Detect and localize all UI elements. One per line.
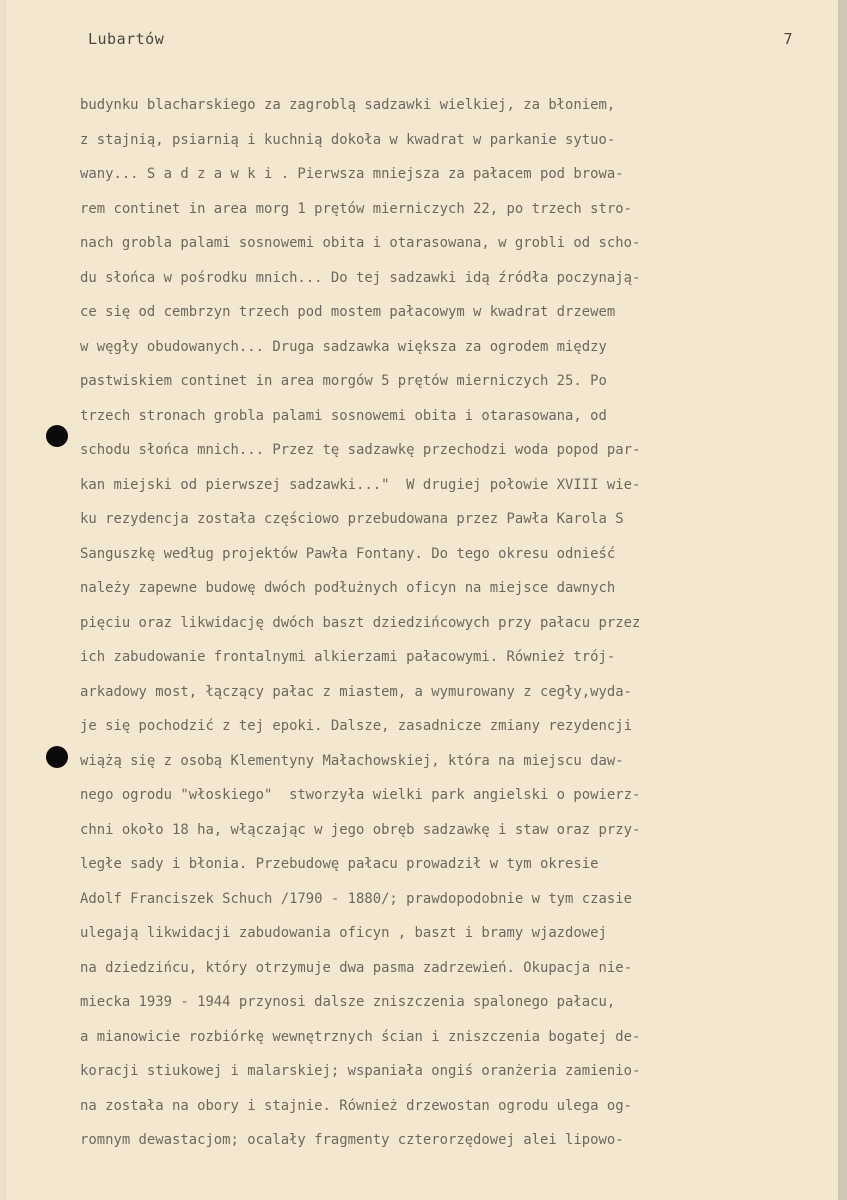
text-line: ce się od cembrzyn trzech pod mostem pałacowym w kwadrat drzewem	[80, 304, 616, 320]
text-line: ich zabudowanie frontalnymi alkierzami pałacowymi. Również trój-	[80, 649, 616, 665]
page-right-edge	[838, 0, 847, 1200]
page-header	[88, 30, 793, 56]
text-line: schodu słońca mnich... Przez tę sadzawkę przechodzi woda popod par-	[80, 442, 641, 458]
text-line: ku rezydencja została częściowo przebudowana przez Pawła Karola S	[80, 511, 624, 527]
text-line: nach grobla palami sosnowemi obita i otarasowana, w grobli od scho-	[80, 235, 641, 251]
text-line: pięciu oraz likwidację dwóch baszt dziedzińcowych przy pałacu przez	[80, 614, 641, 631]
text-line: chni około 18 ha, włączając w jego obręb sadzawkę i staw oraz przy-	[80, 821, 641, 838]
text-line: wiążą się z osobą Klementyny Małachowskiej, która na miejscu daw-	[80, 752, 624, 769]
text-line: kan miejski od pierwszej sadzawki..." W drugiej połowie XVIII wie-	[80, 476, 641, 493]
text-line: w węgły obudowanych... Druga sadzawka większa za ogrodem między	[80, 338, 607, 355]
text-line: romnym dewastacjom; ocalały fragmenty czterorzędowej alei lipowo-	[80, 1132, 624, 1148]
text-line: trzech stronach grobla palami sosnowemi obita i otarasowana, od	[80, 407, 607, 424]
text-line: na dziedzińcu, który otrzymuje dwa pasma zadrzewień. Okupacja nie-	[80, 959, 632, 976]
body-text	[80, 88, 838, 1158]
header-place-name: Lubartów	[88, 30, 165, 48]
text-line: ległe sady i błonia. Przebudowę pałacu prowadził w tym okresie	[80, 856, 599, 872]
text-line: na została na obory i stajnie. Również drzewostan ogrodu ulega og-	[80, 1097, 632, 1114]
text-line: koracji stiukowej i malarskiej; wspaniała ongiś oranżeria zamienio-	[80, 1063, 641, 1079]
text-line: rem continet in area morg 1 prętów mierniczych 22, po trzech stro-	[80, 200, 632, 217]
text-line: należy zapewne budowę dwóch podłużnych oficyn na miejsce dawnych	[80, 580, 616, 596]
text-line: budynku blacharskiego za zagroblą sadzawki wielkiej, za błoniem,	[80, 97, 616, 113]
text-line: je się pochodzić z tej epoki. Dalsze, zasadnicze zmiany rezydencji	[80, 718, 632, 734]
text-line: Adolf Franciszek Schuch /1790 - 1880/; prawdopodobnie w tym czasie	[80, 890, 632, 907]
text-line: miecka 1939 - 1944 przynosi dalsze zniszczenia spalonego pałacu,	[80, 994, 616, 1010]
text-line: nego ogrodu "włoskiego" stworzyła wielki park angielski o powierz-	[80, 787, 641, 803]
text-line: Sanguszkę według projektów Pawła Fontany. Do tego okresu odnieść	[80, 545, 616, 562]
text-line: du słońca w pośrodku mnich... Do tej sadzawki idą źródła poczynają-	[80, 269, 641, 286]
punch-hole	[46, 425, 68, 447]
text-line: wany... S a d z a w k i . Pierwsza mniejsza za pałacem pod browa-	[80, 166, 624, 182]
text-line: a mianowicie rozbiórkę wewnętrznych ścian i zniszczenia bogatej de-	[80, 1028, 641, 1045]
text-line: ulegają likwidacji zabudowania oficyn , baszt i bramy wjazdowej	[80, 925, 607, 941]
text-line: pastwiskiem continet in area morgów 5 prętów mierniczych 25. Po	[80, 373, 607, 389]
text-line: z stajnią, psiarnią i kuchnią dokoła w kwadrat w parkanie sytuo-	[80, 131, 616, 148]
typewritten-page	[6, 0, 838, 1200]
page-number: 7	[783, 30, 793, 48]
punch-hole	[46, 746, 68, 768]
text-line: arkadowy most, łączący pałac z miastem, a wymurowany z cegły,wyda-	[80, 683, 632, 700]
